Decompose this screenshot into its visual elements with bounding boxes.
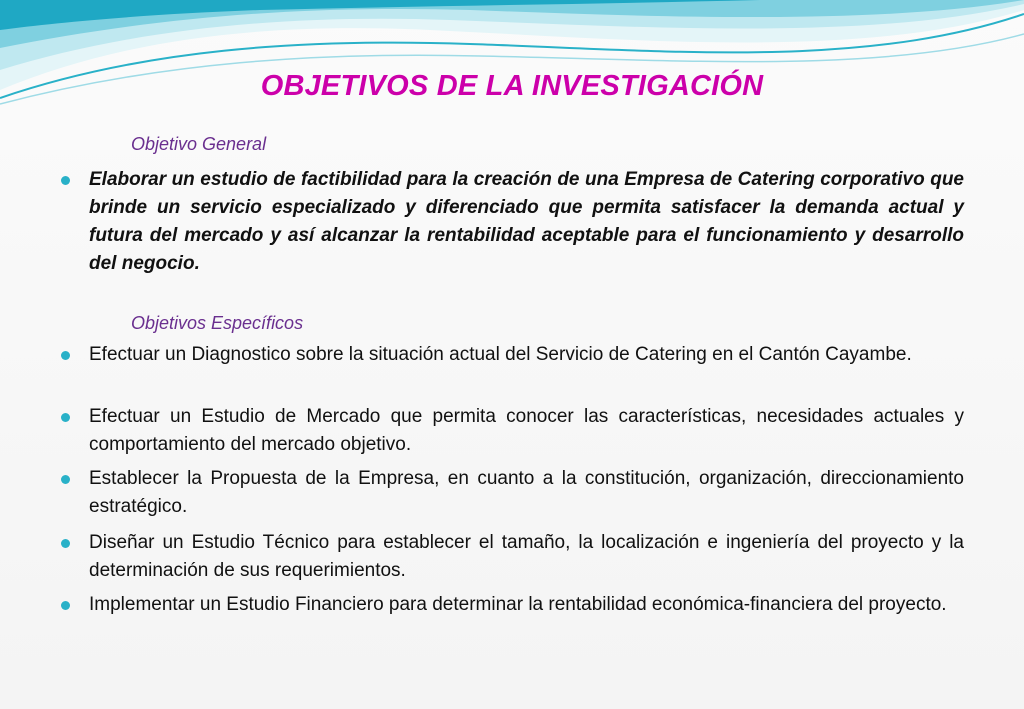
specific-objectives-heading: Objetivos Específicos	[131, 313, 304, 333]
bullet-icon	[61, 475, 70, 484]
bullet-icon	[61, 601, 70, 610]
specific-objective-item: Establecer la Propuesta de la Empresa, en cuanto a la constitución, organización, direccionamiento estratégico.	[89, 468, 964, 517]
bullet-icon	[61, 539, 70, 548]
general-objective-text: Elaborar un estudio de factibilidad para la creación de una Empresa de Catering corporativo que brinde un servicio especializado y diferenciado que permita satisfacer la demanda actual y futura del mercado y así alcanzar la rentabilidad aceptable para el funcionamiento y desarrollo del negocio.	[89, 169, 964, 274]
specific-objective-item: Efectuar un Diagnostico sobre la situación actual del Servicio de Catering en el Cantón Cayambe.	[89, 344, 912, 365]
specific-objective-item: Implementar un Estudio Financiero para determinar la rentabilidad económica-financiera del proyecto.	[89, 594, 947, 615]
bullet-icon	[61, 351, 70, 360]
slide-title: OBJETIVOS DE LA INVESTIGACIÓN	[260, 70, 764, 102]
specific-objective-item: Efectuar un Estudio de Mercado que permita conocer las características, necesidades actuales y comportamiento del mercado objetivo.	[89, 406, 964, 455]
specific-objective-item: Diseñar un Estudio Técnico para establecer el tamaño, la localización e ingeniería del proyecto y la determinación de sus requerimientos.	[89, 532, 964, 581]
general-objective-heading: Objetivo General	[131, 134, 267, 154]
bullet-icon	[61, 413, 70, 422]
bullet-icon	[61, 176, 70, 185]
